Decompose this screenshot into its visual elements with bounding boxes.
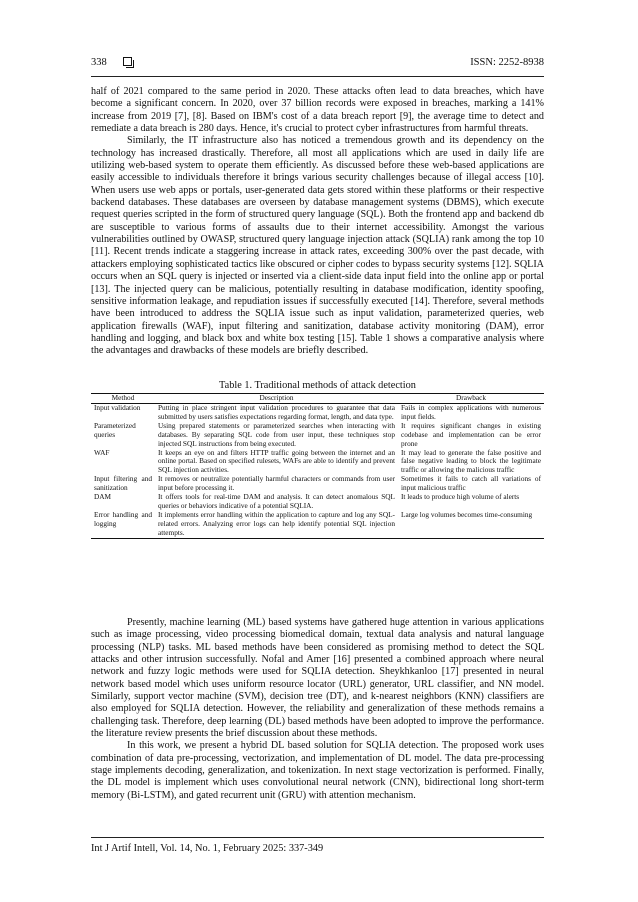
body-text-bottom bbox=[91, 617, 544, 802]
paragraph: Similarly, the IT infrastructure also has noticed a tremendous growth and its dependency on the technology has increased drastically. Therefore, all most all applications which are used in daily life are utilizing web-based system to operate them efficiently. As discussed before these web-based applications are easily accessible to individuals therefore it brings various security challenges because of illegal access [10]. When users use web apps or portals, user-generated data gets stored within these platforms or their respective backend databases. These databases are overseen by database management systems (DBMS), which execute request queries scripted in the form of structured query language (SQL). Both the frontend app and backend db are susceptible to various forms of assaults due to their internet accessibility. Amongst the various vulnerabilities outlined by OWASP, structured query language injection attack (SQLIA) rank among the top 10 [11]. Recent trends indicate a staggering increase in attack rates, exceeding 300% over the past decade, with attackers employing sophisticated tactics like obscured or cipher codes to bypass security systems [12]. SQLIA occurs when an SQL query is injected or inserted via a client-side data input field into the online app or portal [13]. The injected query can be malicious, potentially resulting in database modification, identity spoofing, sensitive information leakage, and repudiation issues if successfully executed [14]. Therefore, several methods have been introduced to address the SQLIA issue such as input validation, parameterized queries, web application firewalls (WAF), input filtering and sanitization, database activity monitoring (DAM), error handling and logging, and black box and white box testing [15]. Table 1 shows a comparative analysis where the advantages and drawbacks of these models are briefly described. bbox=[91, 135, 544, 357]
cell-method: Input filtering and sanitization bbox=[94, 474, 152, 493]
table-row bbox=[91, 511, 544, 538]
issn-label: ISSN: 2252-8938 bbox=[470, 57, 544, 68]
cell-drawback: It requires significant changes in existing codebase and implementation can be error prone bbox=[401, 420, 541, 448]
cell-method: WAF bbox=[94, 447, 110, 457]
cell-drawback: Sometimes it fails to catch all variations of input malicious traffic bbox=[401, 474, 541, 493]
table-row bbox=[91, 404, 544, 422]
cell-method: DAM bbox=[94, 492, 112, 502]
cell-drawback: Fails in complex applications with numerous input fields. bbox=[401, 403, 541, 421]
table-row bbox=[91, 449, 544, 476]
table-row bbox=[91, 422, 544, 449]
footer-citation: Int J Artif Intell, Vol. 14, No. 1, February 2025: 337-349 bbox=[91, 843, 324, 854]
body-text-top bbox=[91, 86, 544, 358]
column-header-method: Method bbox=[91, 394, 155, 404]
column-header-drawback: Drawback bbox=[398, 394, 544, 404]
cell-description: Putting in place stringent input validation procedures to guarantee that data submitted by users satisfies expectations regarding format, length, and data type. bbox=[158, 403, 395, 421]
page-number: 338 bbox=[91, 57, 107, 68]
cell-method: Input validation bbox=[94, 403, 141, 412]
cell-description: It keeps an eye on and filters HTTP traffic going between the internet and an online portal. Based on specified rulesets, WAFs are able to identify and prevent SQL injection activities. bbox=[158, 447, 395, 475]
table-header-row bbox=[91, 394, 544, 404]
page-header bbox=[91, 56, 544, 72]
cell-method: Error handling and logging bbox=[91, 511, 155, 538]
checkbox-glyph-icon bbox=[123, 57, 132, 66]
paragraph: half of 2021 compared to the same period in 2020. These attacks often lead to data breaches, which have become a significant concern. In 2020, over 37 billion records were exposed in breaches, marking a 141% increase from 2019 [7], [8]. Based on IBM's cost of a data breach report [9], the average time to detect and remediate a data breach is 280 days. Hence, it's crucial to protect cyber infrastructures from harmful threats. bbox=[91, 86, 544, 135]
cell-method: Parameterized queries bbox=[94, 420, 136, 439]
cell-description: It implements error handling within the application to capture and log any SQL-related errors. Analyzing error logs can help identify potential SQL injection attempts. bbox=[155, 511, 398, 538]
cell-drawback: It may lead to generate the false positive and false negative leading to block the legitimate traffic or allowing the malicious traffic bbox=[401, 447, 541, 475]
table-row bbox=[91, 493, 544, 511]
column-header-description: Description bbox=[155, 394, 398, 404]
cell-description: It removes or neutralize potentially harmful characters or commands from user input before processing it. bbox=[158, 474, 395, 493]
cell-description: Using prepared statements or parameterized searches when interacting with databases. By separating SQL code from user input, these techniques stop injected SQL instructions from being executed. bbox=[158, 420, 395, 448]
table-row bbox=[91, 475, 544, 493]
paragraph: In this work, we present a hybrid DL based solution for SQLIA detection. The proposed work uses combination of data pre-processing, vectorization, and implementation of DL model. The data pre-processing stage implements decoding, generalization, and tokenization. In next stage vectorization is performed. Finally, the DL model is implement which uses convolutional neural network (CNN), bidirectional long short-term memory (Bi-LSTM), and gated recurrent unit (GRU) with attention mechanism. bbox=[91, 740, 544, 801]
table-title: Table 1. Traditional methods of attack detection bbox=[219, 380, 416, 391]
footer-rule bbox=[91, 837, 544, 838]
methods-table bbox=[91, 393, 544, 539]
paragraph: Presently, machine learning (ML) based systems have gathered huge attention in various applications such as image processing, video processing biomedical domain, textual data analysis and natural language processing (NLP) tasks. ML based methods have been considered as promising method to detect the SQL attacks and other intrusion successfully. Nofal and Amer [16] presented a combined approach where neural network and fuzzy logic methods were used for SQLIA detection. Sheykhkanloo [17] presented in neural network based model which uses uniform resource locator (URL) generator, URL classifier, and NN model. Similarly, support vector machine (SVM), decision tree (DT), and k-nearest neighbors (KNN) classifiers are also employed for SQLIA detection. However, the reliability and generalization of these methods remains a challenging task. Therefore, deep learning (DL) based methods have been adopted to improve the performance. the literature review presents the brief discussion about these methods. bbox=[91, 617, 544, 740]
cell-drawback: Large log volumes becomes time-consuming bbox=[398, 511, 544, 538]
header-rule bbox=[91, 76, 544, 77]
cell-drawback: It leads to produce high volume of alerts bbox=[401, 492, 520, 502]
cell-description: It offers tools for real-time DAM and analysis. It can detect anomalous SQL queries or behaviors indicative of a potential SQLIA. bbox=[158, 492, 395, 510]
